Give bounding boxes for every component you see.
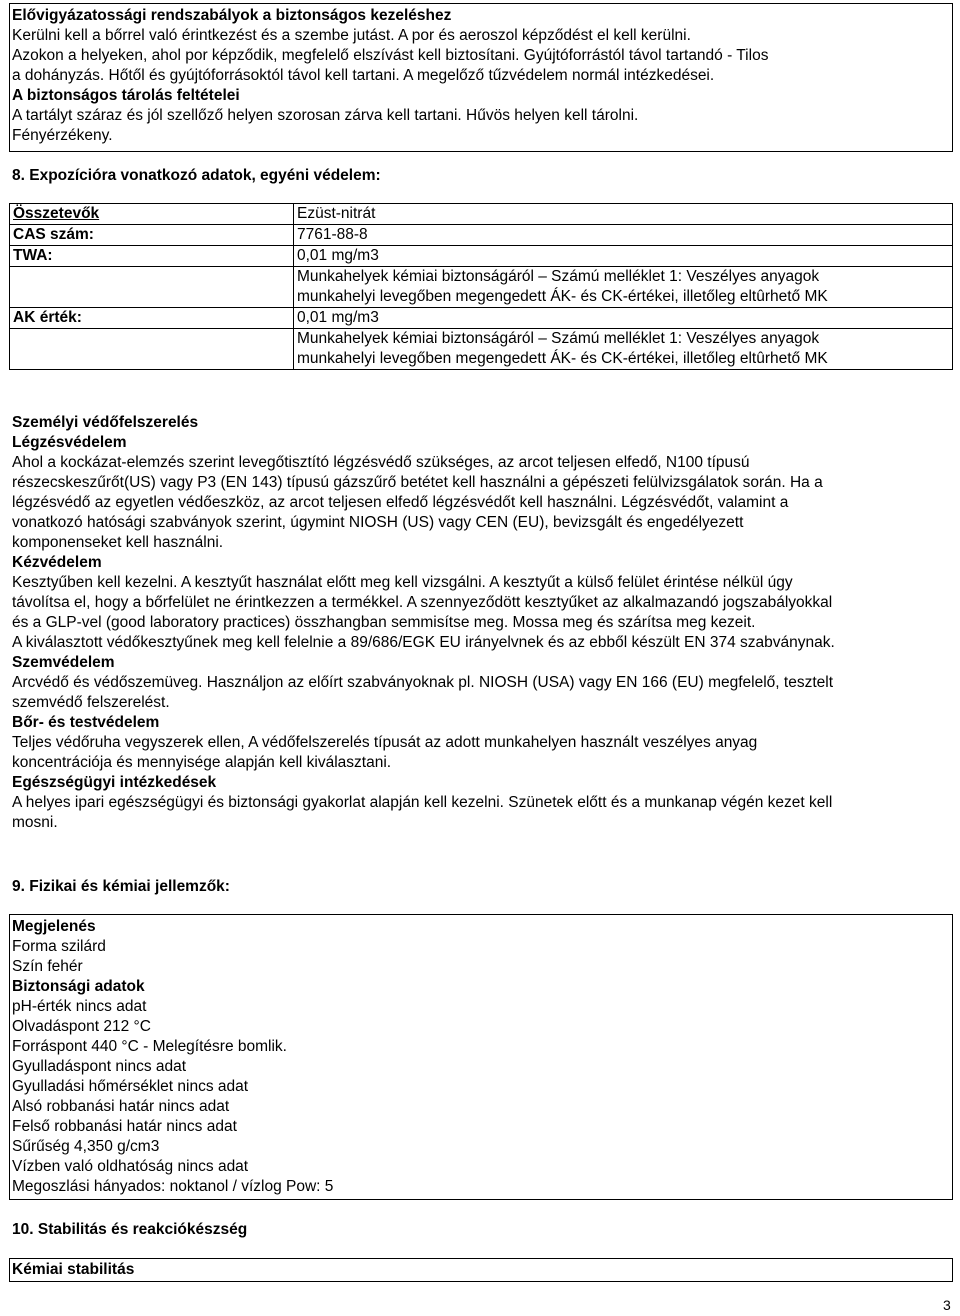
property-line: Vízben való oldhatóság nincs adat (12, 1158, 249, 1175)
property-line: Sűrűség 4,350 g/cm3 (12, 1138, 160, 1155)
respiratory-line: légzésvédő az egyetlen védőeszköz, az arcot teljesen elfedő légzésvédőt kell használni. Légzésvédőt, valamint a (12, 494, 789, 511)
appearance-heading: Megjelenés (12, 918, 96, 935)
handling-line: Kerülni kell a bőrrel való érintkezést és a szembe jutást. A por és aeroszol képződést el kell kerülni. (12, 27, 691, 44)
table-cell-label: CAS szám: (10, 225, 294, 246)
property-line: pH-érték nincs adat (12, 998, 147, 1015)
respiratory-line: részecskeszűrőt(US) vagy P3 (EN 143) típusú gázszűrő betétet kell használni a gépészeti felülvizsgálatok során. Ha a (12, 474, 823, 491)
chemical-stability-heading: Kémiai stabilitás (12, 1261, 135, 1278)
property-line: Szín fehér (12, 958, 83, 975)
hand-heading: Kézvédelem (12, 554, 102, 571)
body-line: koncentrációja és mennyisége alapján kell kiválasztani. (12, 754, 392, 771)
table-cell-label (10, 267, 294, 308)
table-row (10, 308, 953, 329)
chemical-stability-box (9, 1258, 953, 1282)
section9-title: 9. Fizikai és kémiai jellemzők: (12, 878, 230, 895)
property-line: Gyulladási hőmérséklet nincs adat (12, 1078, 249, 1095)
page-number: 3 (943, 1297, 951, 1313)
respiratory-line: komponenseket kell használni. (12, 534, 224, 551)
property-line: Forma szilárd (12, 938, 106, 955)
table-row (10, 204, 953, 225)
storage-heading: A biztonságos tárolás feltételei (12, 87, 240, 104)
table-row (10, 329, 953, 370)
table-row (10, 267, 953, 308)
respiratory-line: Ahol a kockázat-elemzés szerint levegőtisztító légzésvédő szükséges, az arcot teljesen elfedő, N100 típusú (12, 454, 750, 471)
hygiene-line: A helyes ipari egészségügyi és biztonsági gyakorlat alapján kell kezelni. Szünetek előtt és a munkanap végén kezet kell (12, 794, 833, 811)
ppe-heading: Személyi védőfelszerelés (12, 414, 199, 431)
handling-storage-content (12, 6, 952, 146)
hand-line: Kesztyűben kell kezelni. A kesztyűt használat előtt meg kell vizsgálni. A kesztyűt a külső felület érintése nélkül úgy (12, 574, 793, 591)
safety-data-heading: Biztonsági adatok (12, 978, 145, 995)
table-cell-value: 7761-88-8 (294, 225, 953, 246)
table-cell-value (294, 329, 953, 370)
hygiene-heading: Egészségügyi intézkedések (12, 774, 217, 791)
table-cell-value: Ezüst-nitrát (294, 204, 953, 225)
table-row (10, 246, 953, 267)
section10-title: 10. Stabilitás és reakciókészség (12, 1221, 248, 1238)
exposure-table (9, 203, 953, 370)
regulation-line: Munkahelyek kémiai biztonságáról – Számú melléklet 1: Veszélyes anyagok (297, 268, 820, 285)
property-line: Felső robbanási határ nincs adat (12, 1118, 237, 1135)
table-cell-label: AK érték: (10, 308, 294, 329)
handling-line: a dohányzás. Hőtől és gyújtóforrásoktól távol kell tartani. A megelőző tűzvédelem normál intézkedései. (12, 67, 715, 84)
property-line: Gyulladáspont nincs adat (12, 1058, 187, 1075)
table-cell-label (10, 329, 294, 370)
hand-line: A kiválasztott védőkesztyűnek meg kell felelnie a 89/686/EGK EU irányelvnek és az ebből készült EN 374 szabványnak. (12, 634, 835, 651)
storage-line: Fényérzékeny. (12, 127, 113, 144)
property-line: Forráspont 440 °C - Melegítésre bomlik. (12, 1038, 287, 1055)
regulation-line: Munkahelyek kémiai biztonságáról – Számú melléklet 1: Veszélyes anyagok (297, 330, 820, 347)
property-line: Megoszlási hányados: noktanol / vízlog Pow: 5 (12, 1178, 334, 1195)
eye-heading: Szemvédelem (12, 654, 115, 671)
handling-line: Azokon a helyeken, ahol por képződik, megfelelő elszívást kell biztosítani. Gyújtóforrástól távol tartandó - Tilos (12, 47, 769, 64)
physical-properties-content (12, 917, 952, 1197)
ppe-section (12, 413, 952, 833)
eye-line: Arcvédő és védőszemüveg. Használjon az előírt szabványoknak pl. NIOSH (USA) vagy EN 166 (EU) megfelelő, tesztelt (12, 674, 834, 691)
table-cell-label: Összetevők (10, 204, 294, 225)
table-cell-value (294, 267, 953, 308)
respiratory-heading: Légzésvédelem (12, 434, 127, 451)
regulation-line: munkahelyi levegőben megengedett ÁK- és CK-értékei, illetőleg eltûrhető MK (297, 288, 828, 305)
storage-line: A tartályt száraz és jól szellőző helyen szorosan zárva kell tartani. Hűvös helyen kell tárolni. (12, 107, 639, 124)
eye-line: szemvédő felszerelést. (12, 694, 170, 711)
table-row (10, 225, 953, 246)
regulation-line: munkahelyi levegőben megengedett ÁK- és CK-értékei, illetőleg eltûrhető MK (297, 350, 828, 367)
body-heading: Bőr- és testvédelem (12, 714, 160, 731)
section8-title: 8. Expozícióra vonatkozó adatok, egyéni védelem: (12, 167, 381, 184)
property-line: Alsó robbanási határ nincs adat (12, 1098, 230, 1115)
body-line: Teljes védőruha vegyszerek ellen, A védőfelszerelés típusát az adott munkahelyen használt veszélyes anyag (12, 734, 758, 751)
table-cell-label: TWA: (10, 246, 294, 267)
hand-line: távolítsa el, hogy a bőrfelület ne érintkezzen a termékkel. A szennyeződött kesztyűket az alkalmazandó jogszabályokkal (12, 594, 833, 611)
hand-line: és a GLP-vel (good laboratory practices) összhangban semmisítse meg. Mossa meg és szárítsa meg kezeit. (12, 614, 756, 631)
property-line: Olvadáspont 212 °C (12, 1018, 151, 1035)
hygiene-line: mosni. (12, 814, 58, 831)
table-cell-value: 0,01 mg/m3 (294, 308, 953, 329)
respiratory-line: vonatkozó hatósági szabványok szerint, úgymint NIOSH (US) vagy CEN (EU), bevizsgált és engedélyezett (12, 514, 744, 531)
handling-heading: Elővigyázatossági rendszabályok a biztonságos kezeléshez (12, 7, 452, 24)
table-cell-value: 0,01 mg/m3 (294, 246, 953, 267)
